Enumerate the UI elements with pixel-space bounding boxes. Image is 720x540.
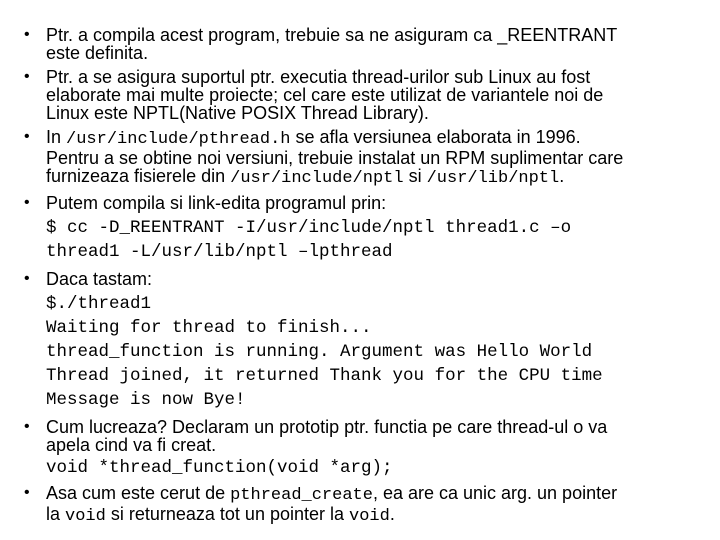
text-line: Linux este NPTL(Native POSIX Thread Library).	[46, 103, 429, 123]
bullet-pthread-paths	[24, 128, 700, 188]
bullet-pthread-create	[24, 484, 700, 526]
bullet-list	[24, 26, 700, 532]
text-fragment: , ea are ca unic arg. un pointer	[372, 483, 618, 503]
bullet-dot: •	[24, 418, 30, 435]
text-line: apela cind va fi creat.	[46, 435, 217, 455]
pthread-create-name: pthread_create	[230, 486, 373, 505]
text-fragment: la	[46, 504, 61, 524]
prototype-code: void *thread_function(void *arg);	[46, 458, 393, 478]
bullet-nptl	[24, 68, 700, 122]
nptl-lib-path: /usr/lib/nptl	[426, 169, 560, 188]
output-line: Thread joined, it returned Thank you for the CPU time	[46, 366, 603, 386]
text-line: Ptr. a se asigura suportul ptr. executia thread-urilor sub Linux au fost	[46, 67, 591, 87]
text-fragment: In	[46, 127, 62, 147]
bullet-dot: •	[24, 68, 30, 85]
text-fragment: .	[389, 504, 395, 524]
nptl-include-path: /usr/include/nptl	[230, 169, 404, 188]
text-line: elaborate mai multe proiecte; cel care este utilizat de variantele noi de	[46, 85, 604, 105]
bullet-prototype	[24, 418, 700, 478]
bullet-dot: •	[24, 128, 30, 145]
output-line: Waiting for thread to finish...	[46, 318, 372, 338]
bullet-dot: •	[24, 26, 30, 43]
text-line: Ptr. a compila acest program, trebuie sa ne asiguram ca _REENTRANT	[46, 25, 618, 45]
output-line: thread_function is running. Argument was Hello World	[46, 342, 593, 362]
text-fragment: Asa cum este cerut de	[46, 483, 226, 503]
text-fragment: furnizeaza fisierele din	[46, 166, 226, 186]
bullet-dot: •	[24, 194, 30, 211]
compile-command	[46, 216, 700, 264]
output-line: Message is now Bye!	[46, 390, 246, 410]
text-fragment: si returneaza tot un pointer la	[110, 504, 344, 524]
bullet-dot: •	[24, 270, 30, 287]
void-type: void	[65, 507, 106, 526]
pthread-header-path: /usr/include/pthread.h	[66, 130, 291, 149]
text-line	[46, 505, 700, 526]
bullet-run-output	[24, 270, 700, 412]
bullet-dot: •	[24, 484, 30, 501]
text-line: Putem compila si link-edita programul prin:	[46, 193, 387, 213]
text-fragment: si	[408, 166, 422, 186]
text-fragment: .	[559, 166, 565, 186]
void-type: void	[349, 507, 390, 526]
code-line: $ cc -D_REENTRANT -I/usr/include/nptl thread1.c –o	[46, 218, 572, 238]
text-line: Pentru a se obtine noi versiuni, trebuie instalat un RPM suplimentar care	[46, 148, 624, 168]
program-output	[46, 292, 700, 412]
code-line: thread1 -L/usr/lib/nptl –lpthread	[46, 242, 393, 262]
text-line: Cum lucreaza? Declaram un prototip ptr. functia pe care thread-ul o va	[46, 417, 608, 437]
text-line: este definita.	[46, 43, 149, 63]
text-line	[46, 128, 700, 149]
bullet-compile	[24, 194, 700, 264]
text-line	[46, 484, 700, 505]
text-fragment: se afla versiunea elaborata in 1996.	[295, 127, 581, 147]
bullet-reentrant	[24, 26, 700, 62]
output-line: $./thread1	[46, 294, 152, 314]
text-line: Daca tastam:	[46, 269, 153, 289]
text-line	[46, 167, 700, 188]
